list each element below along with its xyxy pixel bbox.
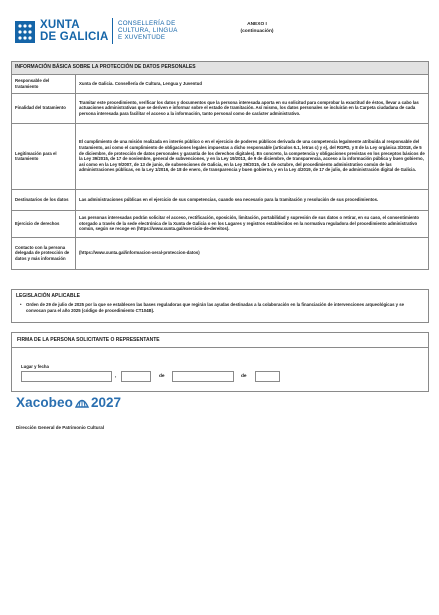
legislation-list — [12, 299, 428, 313]
row-value: Tramitar este procedimiento, verificar los datos y documentos que la persona interesada aporta en su solicitud para comprobar la exactitud de éstos, llevar a cabo las actuaciones administrativas que se deriven e informar sobre el estado de tramitación. Así mismo, los datos personales se incluirán en la Carpeta ciudadana de cada persona interesada para facilitar el acceso a la información, tanto personal como de carácter administrativo. — [76, 93, 429, 123]
row-value: Las personas interesadas podrán solicitar el acceso, rectificación, oposición, limitación, portabilidad y supresión de sus datos o retirar, en su caso, el consentimiento otorgado a través de la sede electrónica de la Xunta de Galicia o en los Lugares y registros establecidos en la normativa reguladora del procedimiento administrativo común, según se recoge en (https://www.xunta.gal/exercicio-de-dereitos). — [76, 210, 429, 237]
table-row — [12, 189, 429, 210]
row-value: El cumplimiento de una misión realizada en interés público o en el ejercicio de poderes públicos derivada de una competencia legalmente atribuida al responsable del tratamiento, así como el cumplimiento de obligaciones legales impuestas a dicho responsable (artículos 6.1, letras c) y e), del RGPD, y 8 de la Ley orgánica 3/2018, de 5 de diciembre, de protección de datos personales y garantía de los derechos digitales). En concreto, la competencia y obligaciones previstas en los preceptos básicos de la Ley 39/2015, de 17 de noviembre, general de subvenciones, y en la Ley 19/2013, de 9 de diciembre, de transparencia, acceso a la información pública y buen gobierno, así como en la Ley 9/2007, de 13 de junio, de subvenciones de Galicia, en la Ley 39/2015, de 1 de octubre, del procedimiento administrativo común de las administraciones públicas, en la Ley 1/2016, de 18 de enero, de transparencia y buen gobierno, y en la Ley 4/2019, de 17 de julio, de administración digital de Galicia. — [76, 123, 429, 189]
row-value: (https://www.xunta.gal/informacion-xeral-proteccion-datos) — [76, 237, 429, 269]
xunta-emblem-icon — [14, 20, 36, 44]
de-separator-2: de — [241, 374, 247, 379]
department-name — [118, 20, 178, 42]
xacobeo-logo — [16, 395, 120, 411]
data-protection-table — [11, 61, 429, 270]
day-field[interactable] — [121, 371, 151, 382]
place-date-label: Lugar y fecha — [21, 364, 49, 369]
scallop-shell-icon — [75, 397, 89, 409]
place-field[interactable] — [21, 371, 112, 382]
table-row — [12, 210, 429, 237]
row-value: Xunta de Galicia. Consellería de Cultura, Lengua y Juventud — [76, 74, 429, 93]
table-row — [12, 93, 429, 123]
table-row — [12, 237, 429, 269]
table-row — [12, 74, 429, 93]
logo-line-2: DE GALICIA — [40, 31, 109, 43]
row-label: Legitimación para el tratamiento — [12, 123, 76, 189]
row-label: Contacto con la persona delegada de protección de datos y más información — [12, 237, 76, 269]
annex-subtitle: (continuación) — [240, 29, 274, 34]
row-label: Responsable del tratamiento — [12, 74, 76, 93]
logo-line-1: XUNTA — [40, 19, 80, 31]
data-protection-heading: INFORMACIÓN BÁSICA SOBRE LA PROTECCIÓN DE DATOS PERSONALES — [12, 62, 429, 75]
signature-title: FIRMA DE LA PERSONA SOLICITANTE O REPRESENTANTE — [12, 333, 428, 348]
page-header — [14, 16, 425, 50]
dept-line-3: E XUVENTUDE — [118, 34, 166, 42]
de-separator-1: de — [159, 374, 165, 379]
table-row — [12, 123, 429, 189]
signature-box — [11, 332, 429, 392]
row-label: Destinatarios de los datos — [12, 189, 76, 210]
xunta-logo — [14, 18, 114, 48]
legislation-box — [11, 289, 429, 323]
annex-label — [232, 21, 282, 35]
year-field[interactable] — [255, 371, 280, 382]
legislation-title: LEGISLACIÓN APLICABLE — [16, 293, 80, 299]
month-field[interactable] — [172, 371, 234, 382]
xacobeo-name: Xacobeo — [16, 395, 73, 410]
footer-department: Dirección General de Patrimonio Cultural — [16, 425, 105, 430]
dept-line-2: CULTURA, LINGUA — [118, 27, 178, 35]
annex-title: ANEXO I — [247, 22, 267, 27]
row-value: Las administraciones públicas en el ejercicio de sus competencias, cuando sea necesario para la tramitación y resolución de sus procedimientos. — [76, 189, 429, 210]
dept-line-1: CONSELLERÍA DE — [118, 20, 176, 27]
xacobeo-year: 2027 — [91, 395, 122, 410]
logo-divider — [112, 18, 113, 44]
list-item: • Orden de 29 de julio de 2025 por la que se establecen las bases reguladoras que regirán las ayudas destinadas a la colaboración en la financiación de intervenciones arqueológicas y se convocan para el año 2025 (código de procedimiento CT104B). — [20, 302, 422, 313]
comma-separator: , — [115, 374, 117, 379]
row-label: Finalidad del tratamiento — [12, 93, 76, 123]
xunta-logo-text — [40, 19, 108, 43]
row-label: Ejercicio de derechos — [12, 210, 76, 237]
